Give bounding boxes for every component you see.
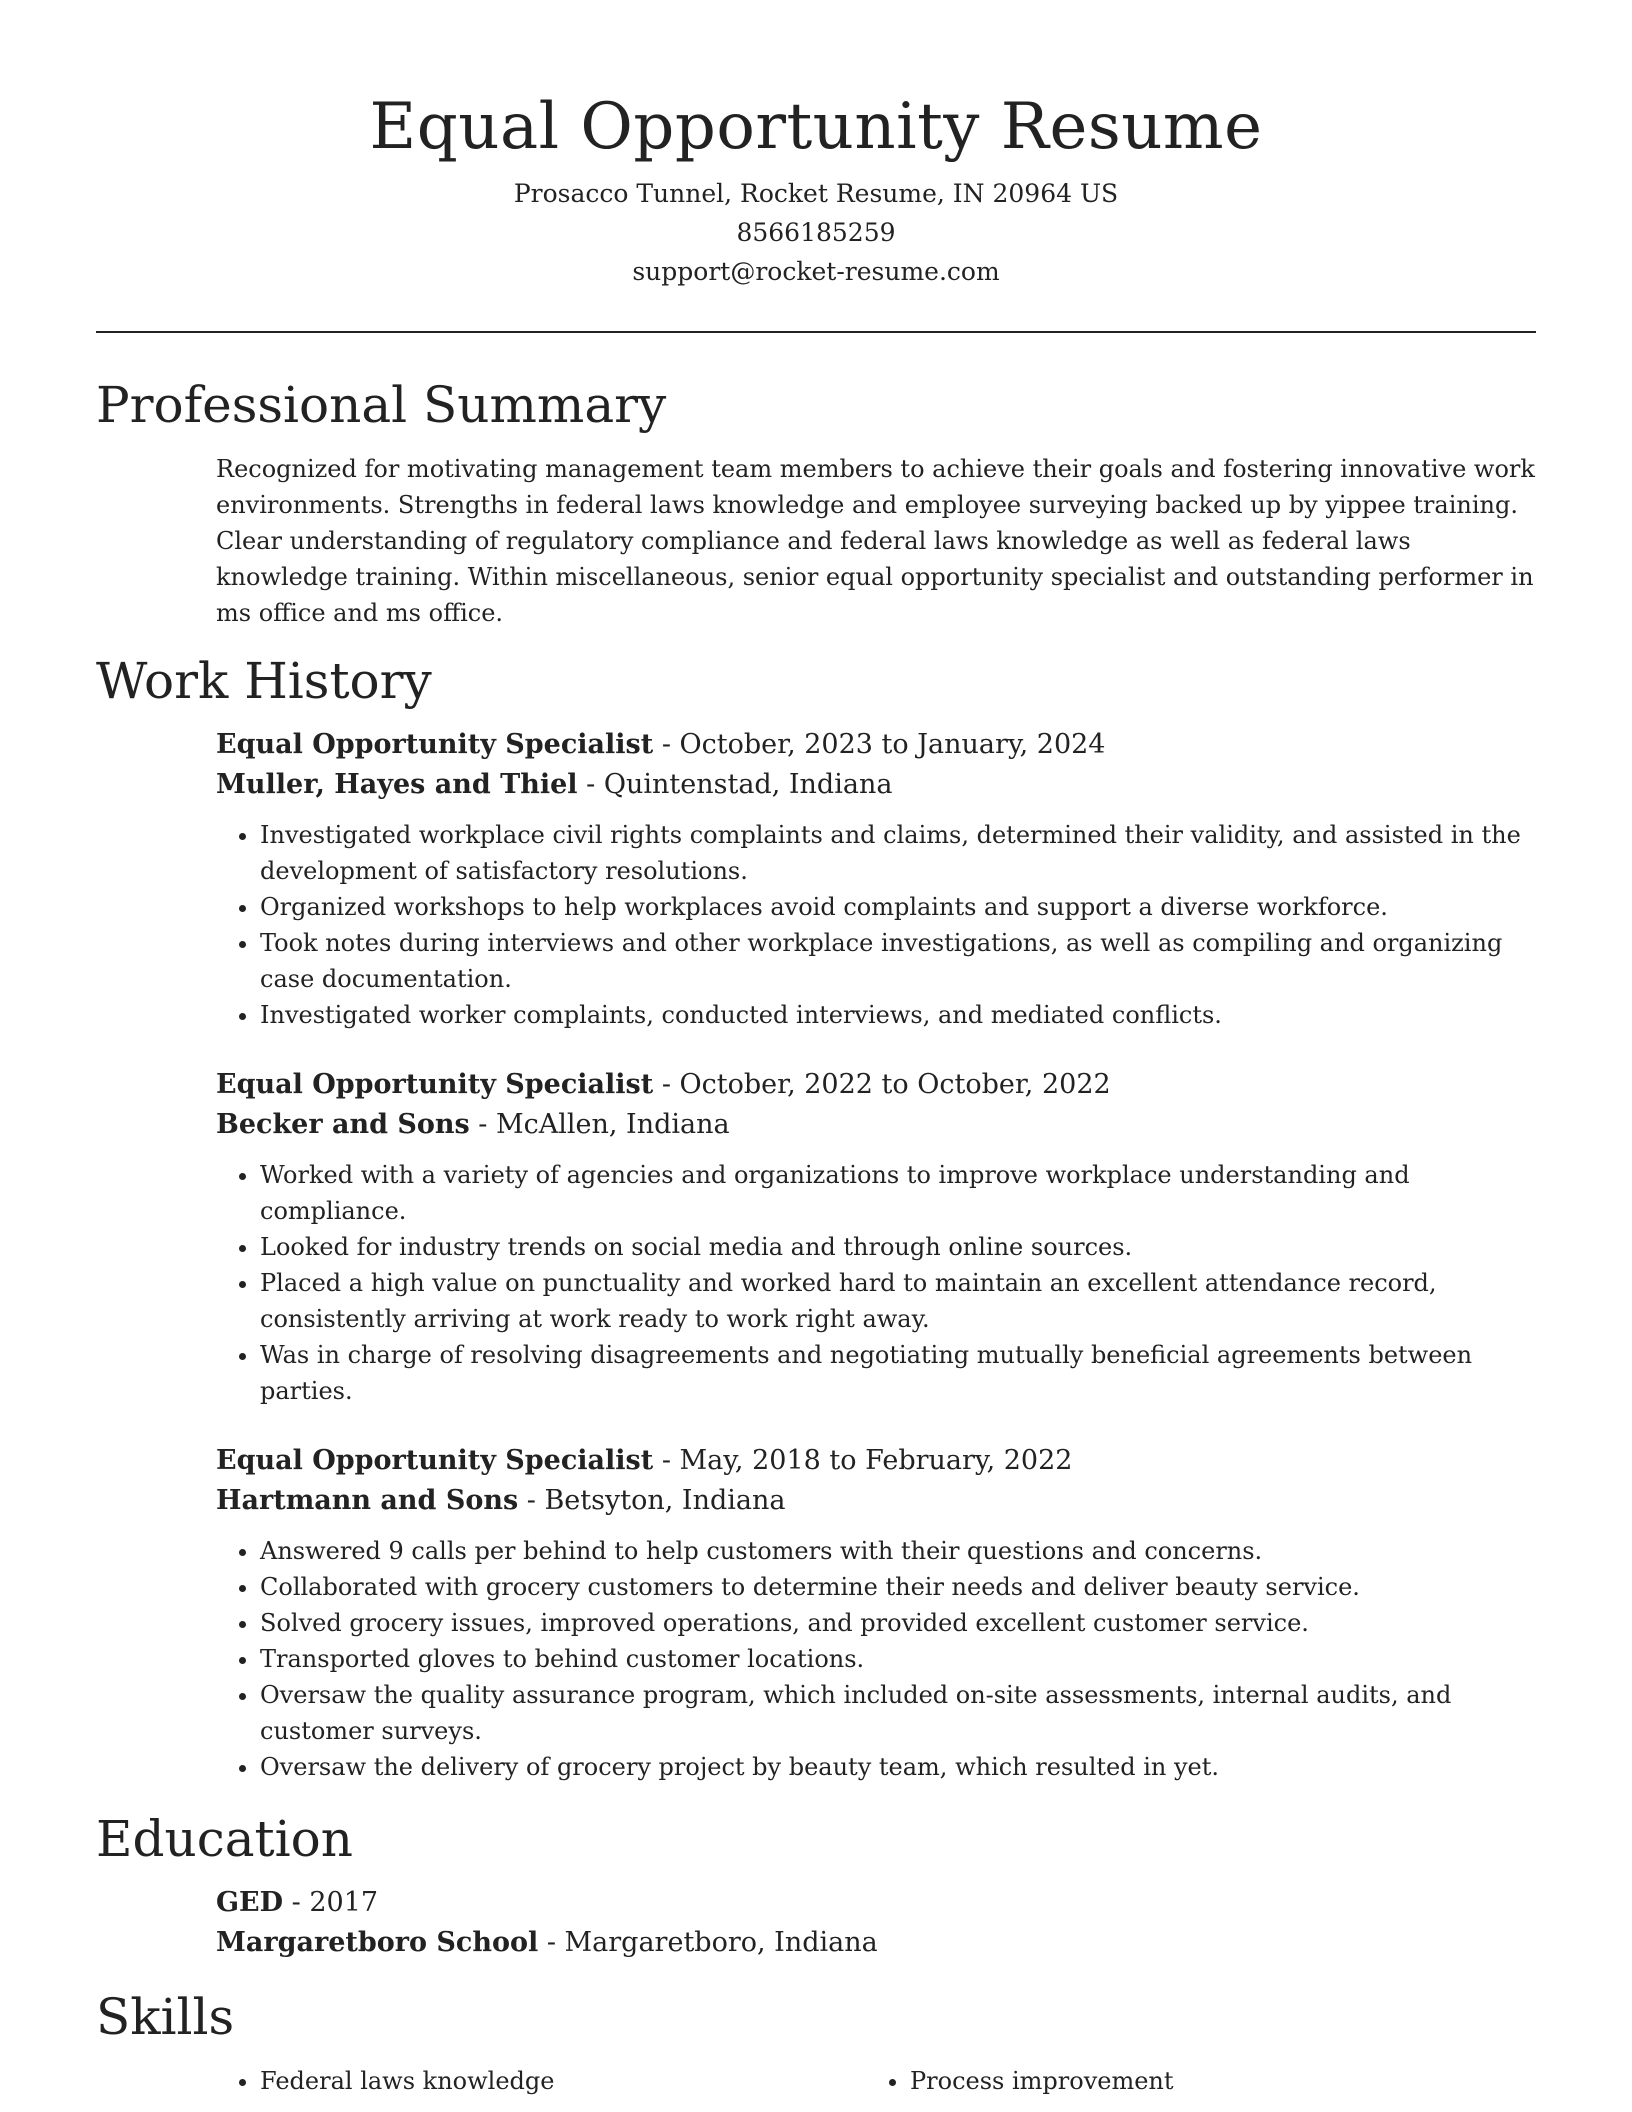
address: Prosacco Tunnel, Rocket Resume, IN 20964 US: [513, 179, 1119, 208]
education-section: [96, 1807, 1536, 1963]
job-title: Equal Opportunity Specialist: [216, 1445, 654, 1476]
job-title-line: [216, 1441, 1536, 1481]
work-heading: Work History: [96, 652, 432, 710]
list-item: • Federal laws knowledge: [260, 2063, 866, 2099]
job-employer-line: [216, 1105, 1536, 1145]
list-item: • Organized workshops to help workplaces avoid complaints and support a diverse workforce.: [260, 889, 1536, 925]
job-location: - Betsyton, Indiana: [518, 1485, 786, 1516]
job-title: Equal Opportunity Specialist: [216, 729, 654, 760]
job-bullets: [216, 817, 1536, 1033]
job-bullets: [216, 1157, 1536, 1409]
education-degree-line: [216, 1883, 1536, 1923]
resume-name: Equal Opportunity Resume: [369, 90, 1263, 164]
list-item: • Investigated worker complaints, conducted interviews, and mediated conflicts.: [260, 997, 1536, 1033]
summary-section: [96, 373, 1536, 631]
job-employer: Muller, Hayes and Thiel: [216, 769, 578, 800]
list-item: • Answered 9 calls per behind to help customers with their questions and concerns.: [260, 1533, 1536, 1569]
job-location: - Quintenstad, Indiana: [577, 769, 893, 800]
education-location: - Margaretboro, Indiana: [538, 1927, 878, 1958]
summary-heading: Professional Summary: [96, 376, 667, 434]
header-divider: [96, 331, 1536, 333]
list-item: • Oversaw the quality assurance program, which included on-site assessments, internal audits, and customer surveys.: [260, 1677, 1536, 1749]
job-title-line: [216, 1065, 1536, 1105]
skills-list-right: [866, 2063, 1516, 2099]
list-item: • Worked with a variety of agencies and organizations to improve workplace understanding and compliance.: [260, 1157, 1536, 1229]
education-year: - 2017: [283, 1887, 379, 1918]
job-dates: - October, 2023 to January, 2024: [653, 729, 1106, 760]
education-degree: GED: [216, 1887, 284, 1918]
list-item: • Placed a high value on punctuality and worked hard to maintain an excellent attendance record, consistently arriving at work ready to work right away.: [260, 1265, 1536, 1337]
job-dates: - May, 2018 to February, 2022: [653, 1445, 1073, 1476]
list-item: • Collaborated with grocery customers to determine their needs and deliver beauty service.: [260, 1569, 1536, 1605]
list-item: • Solved grocery issues, improved operations, and provided excellent customer service.: [260, 1605, 1536, 1641]
list-item: • Oversaw the delivery of grocery project by beauty team, which resulted in yet.: [260, 1749, 1536, 1785]
job-title-line: [216, 725, 1536, 765]
phone: 8566185259: [736, 218, 896, 247]
list-item: • Was in charge of resolving disagreements and negotiating mutually beneficial agreements between parties.: [260, 1337, 1536, 1409]
list-item: • Transported gloves to behind customer locations.: [260, 1641, 1536, 1677]
job-entry: [216, 1441, 1536, 1785]
job-location: - McAllen, Indiana: [469, 1109, 730, 1140]
job-bullets: [216, 1533, 1536, 1785]
education-school-line: [216, 1923, 1536, 1963]
skills-heading: Skills: [96, 1988, 235, 2046]
skills-column-right: [866, 2049, 1516, 2099]
email: support@rocket-resume.com: [632, 257, 1000, 286]
resume-header: [96, 0, 1536, 291]
job-title: Equal Opportunity Specialist: [216, 1069, 654, 1100]
list-item: • Process improvement: [910, 2063, 1516, 2099]
list-item: • Looked for industry trends on social media and through online sources.: [260, 1229, 1536, 1265]
job-entry: [216, 725, 1536, 1033]
education-school: Margaretboro School: [216, 1927, 539, 1958]
work-section: [96, 649, 1536, 1785]
contact-block: [96, 174, 1536, 291]
job-employer-line: [216, 1481, 1536, 1521]
skills-grid: [216, 2049, 1536, 2099]
list-item: • Investigated workplace civil rights complaints and claims, determined their validity, and assisted in the development of satisfactory resolutions.: [260, 817, 1536, 889]
skills-list-left: [216, 2063, 866, 2099]
list-item: • Took notes during interviews and other workplace investigations, as well as compiling and organizing case documentation.: [260, 925, 1536, 997]
job-entry: [216, 1065, 1536, 1409]
job-employer: Hartmann and Sons: [216, 1485, 519, 1516]
job-employer: Becker and Sons: [216, 1109, 470, 1140]
job-dates: - October, 2022 to October, 2022: [653, 1069, 1111, 1100]
summary-text: Recognized for motivating management team members to achieve their goals and fostering innovative work environments. Strengths in federal laws knowledge and employee surveying backed up by yippee training. Clear understanding of regulatory compliance and federal laws knowledge as well as federal laws knowledge training. Within miscellaneous, senior equal opportunity specialist and outstanding performer in ms office and ms office.: [216, 455, 1535, 627]
job-employer-line: [216, 765, 1536, 805]
skills-column-left: [216, 2049, 866, 2099]
education-heading: Education: [96, 1810, 353, 1868]
resume-page: [96, 0, 1536, 2099]
skills-section: [96, 1985, 1536, 2099]
